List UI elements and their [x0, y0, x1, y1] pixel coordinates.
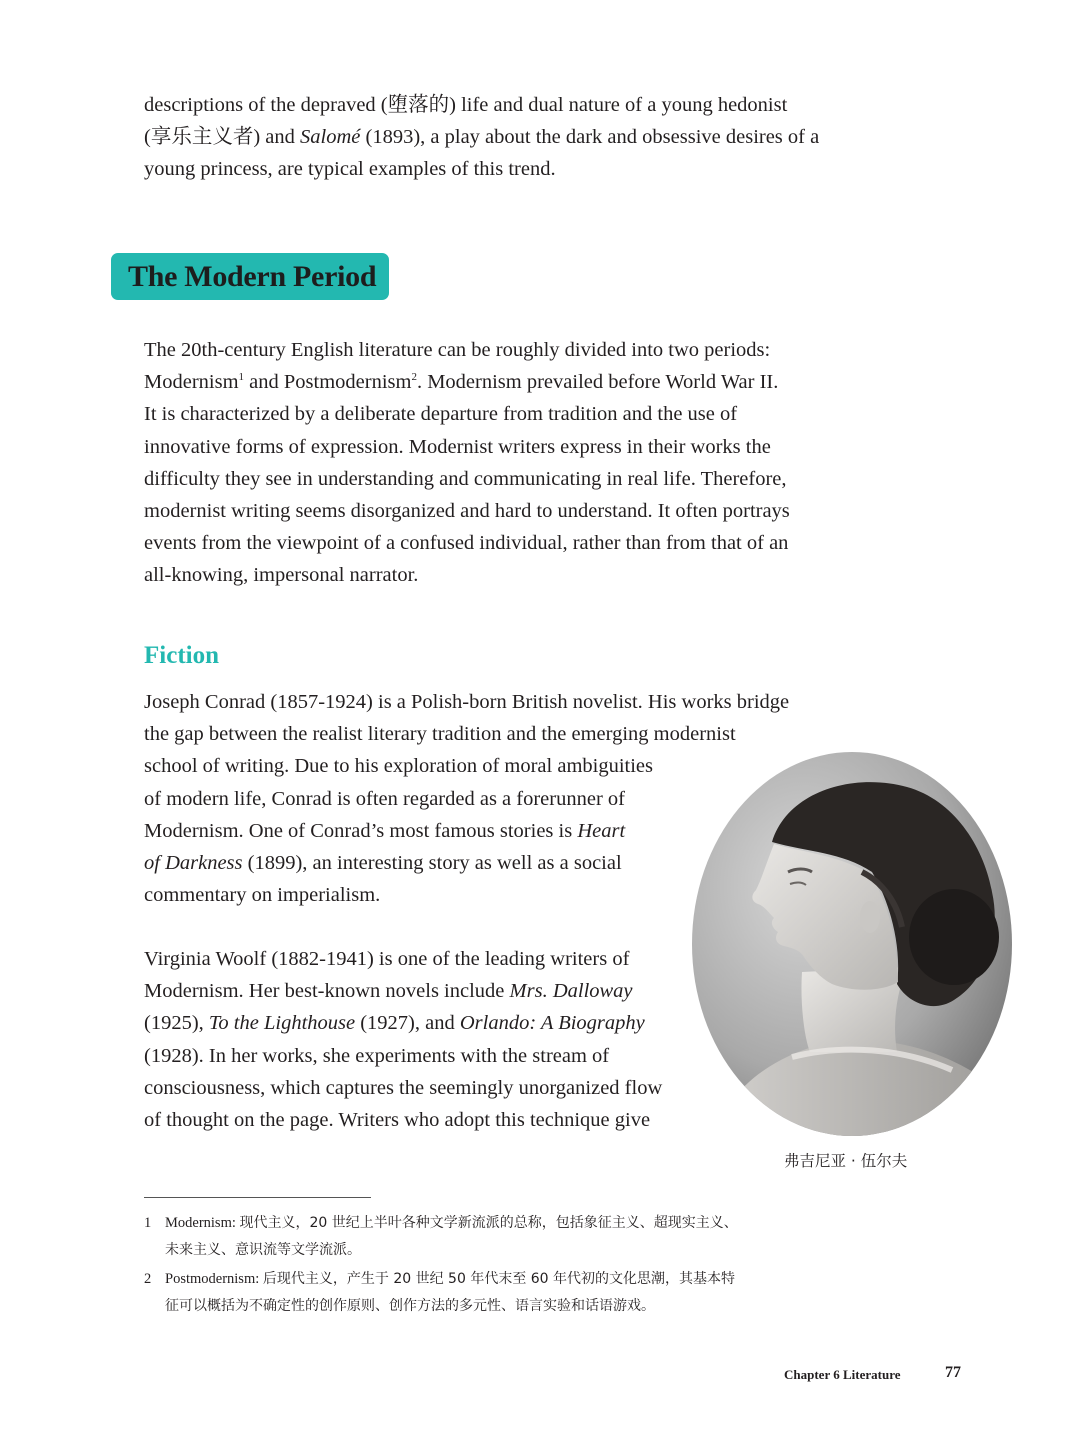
text-line: The 20th-century English literature can be roughly divided into two periods:: [144, 339, 771, 361]
footnote-number: 2: [144, 1271, 152, 1287]
footnote-term: Postmodernism:: [165, 1271, 263, 1287]
work-title-mrs-dalloway: Mrs. Dalloway: [509, 980, 633, 1003]
footnote-divider: [144, 1197, 371, 1198]
footnote-text: 未来主义、意识流等文学流派。: [165, 1242, 361, 1258]
work-title-orlando: Orlando: A Biography: [459, 1012, 645, 1035]
text-line: of thought on the page. Writers who adopt this technique give: [144, 1109, 651, 1132]
text-line: all-knowing, impersonal narrator.: [144, 564, 419, 587]
work-title-heart: Heart: [577, 819, 626, 842]
text-line: [144, 121, 819, 153]
footnote-line: [144, 1210, 738, 1237]
modern-period-paragraph: [144, 334, 790, 592]
running-footer-chapter: Chapter 6 Literature: [784, 1367, 901, 1382]
portrait-illustration: [692, 752, 1012, 1136]
footnote-text: 征可以概括为不确定性的创作原则、创作方法的多元性、语言实验和话语游戏。: [165, 1298, 655, 1314]
text-line: commentary on imperialism.: [144, 884, 381, 907]
portrait-caption: 弗吉尼亚 · 伍尔夫: [784, 1152, 908, 1170]
woolf-paragraph: [144, 943, 662, 1136]
text-span: Modernism. Her best-known novels include: [144, 980, 510, 1003]
text-span: and Postmodernism: [244, 371, 412, 394]
text-line: innovative forms of expression. Modernist writers express in their works the: [144, 435, 771, 458]
text-span: (1893), a play about the dark and obsessive desires of a: [360, 126, 820, 149]
text-line: consciousness, which captures the seemingly unorganized flow: [144, 1076, 663, 1099]
text-line: Virginia Woolf (1882-1941) is one of the leading writers of: [144, 948, 630, 970]
text-span: (1925),: [144, 1012, 209, 1035]
footnote-number: 1: [144, 1215, 152, 1231]
text-line: events from the viewpoint of a confused individual, rather than from that of an: [144, 532, 789, 555]
page-number: 77: [945, 1364, 961, 1381]
text-span: (1927), and: [355, 1012, 460, 1035]
footnote-2: [144, 1266, 735, 1320]
conrad-paragraph: [144, 686, 789, 911]
subheading-fiction: Fiction: [144, 642, 219, 669]
text-line: the gap between the realist literary tradition and the emerging modernist: [144, 723, 736, 746]
section-heading-modern-period: The Modern Period: [111, 253, 389, 300]
text-line: [144, 975, 662, 1007]
text-line: [144, 1007, 662, 1039]
text-span: Modernism: [144, 371, 239, 394]
footnote-line: [144, 1266, 735, 1293]
text-line: difficulty they see in understanding and communicating in real life. Therefore,: [144, 467, 787, 490]
text-line: [144, 847, 789, 879]
text-line: It is characterized by a deliberate departure from tradition and the use of: [144, 403, 738, 426]
text-line: modernist writing seems disorganized and hard to understand. It often portrays: [144, 500, 790, 523]
work-title-lighthouse: To the Lighthouse: [208, 1012, 356, 1035]
footnote-line: [144, 1293, 735, 1320]
text-span: . Modernism prevailed before World War II.: [416, 371, 779, 394]
text-line: descriptions of the depraved (堕落的) life and dual nature of a young hedonist: [144, 94, 788, 116]
text-line: of modern life, Conrad is often regarded as a forerunner of: [144, 787, 625, 810]
footnote-line: [144, 1237, 738, 1264]
portrait-image: [692, 752, 1012, 1136]
text-line: [144, 815, 789, 847]
text-line: [144, 366, 790, 398]
footnote-text: 现代主义，20 世纪上半叶各种文学新流派的总称，包括象征主义、超现实主义、: [239, 1215, 738, 1231]
intro-paragraph: [144, 89, 819, 186]
footnote-1: [144, 1210, 738, 1264]
text-span: Modernism. One of Conrad’s most famous stories is: [144, 819, 578, 842]
text-span: (1899), an interesting story as well as a social: [242, 852, 622, 875]
footnote-text: 后现代主义，产生于 20 世纪 50 年代末至 60 年代初的文化思潮，其基本特: [262, 1271, 736, 1287]
footnote-ref-1[interactable]: 1: [238, 371, 245, 384]
text-line: school of writing. Due to his exploration of moral ambiguities: [144, 755, 653, 778]
footnote-ref-2[interactable]: 2: [411, 371, 417, 384]
text-line: young princess, are typical examples of this trend.: [144, 158, 556, 181]
footnote-term: Modernism:: [165, 1215, 240, 1231]
work-title-salome: Salomé: [300, 126, 361, 149]
text-line: (1928). In her works, she experiments with the stream of: [144, 1044, 610, 1067]
work-title-of-darkness: of Darkness: [144, 852, 243, 875]
text-line: Joseph Conrad (1857-1924) is a Polish-born British novelist. His works bridge: [144, 691, 790, 713]
text-span: (享乐主义者) and: [144, 126, 301, 149]
